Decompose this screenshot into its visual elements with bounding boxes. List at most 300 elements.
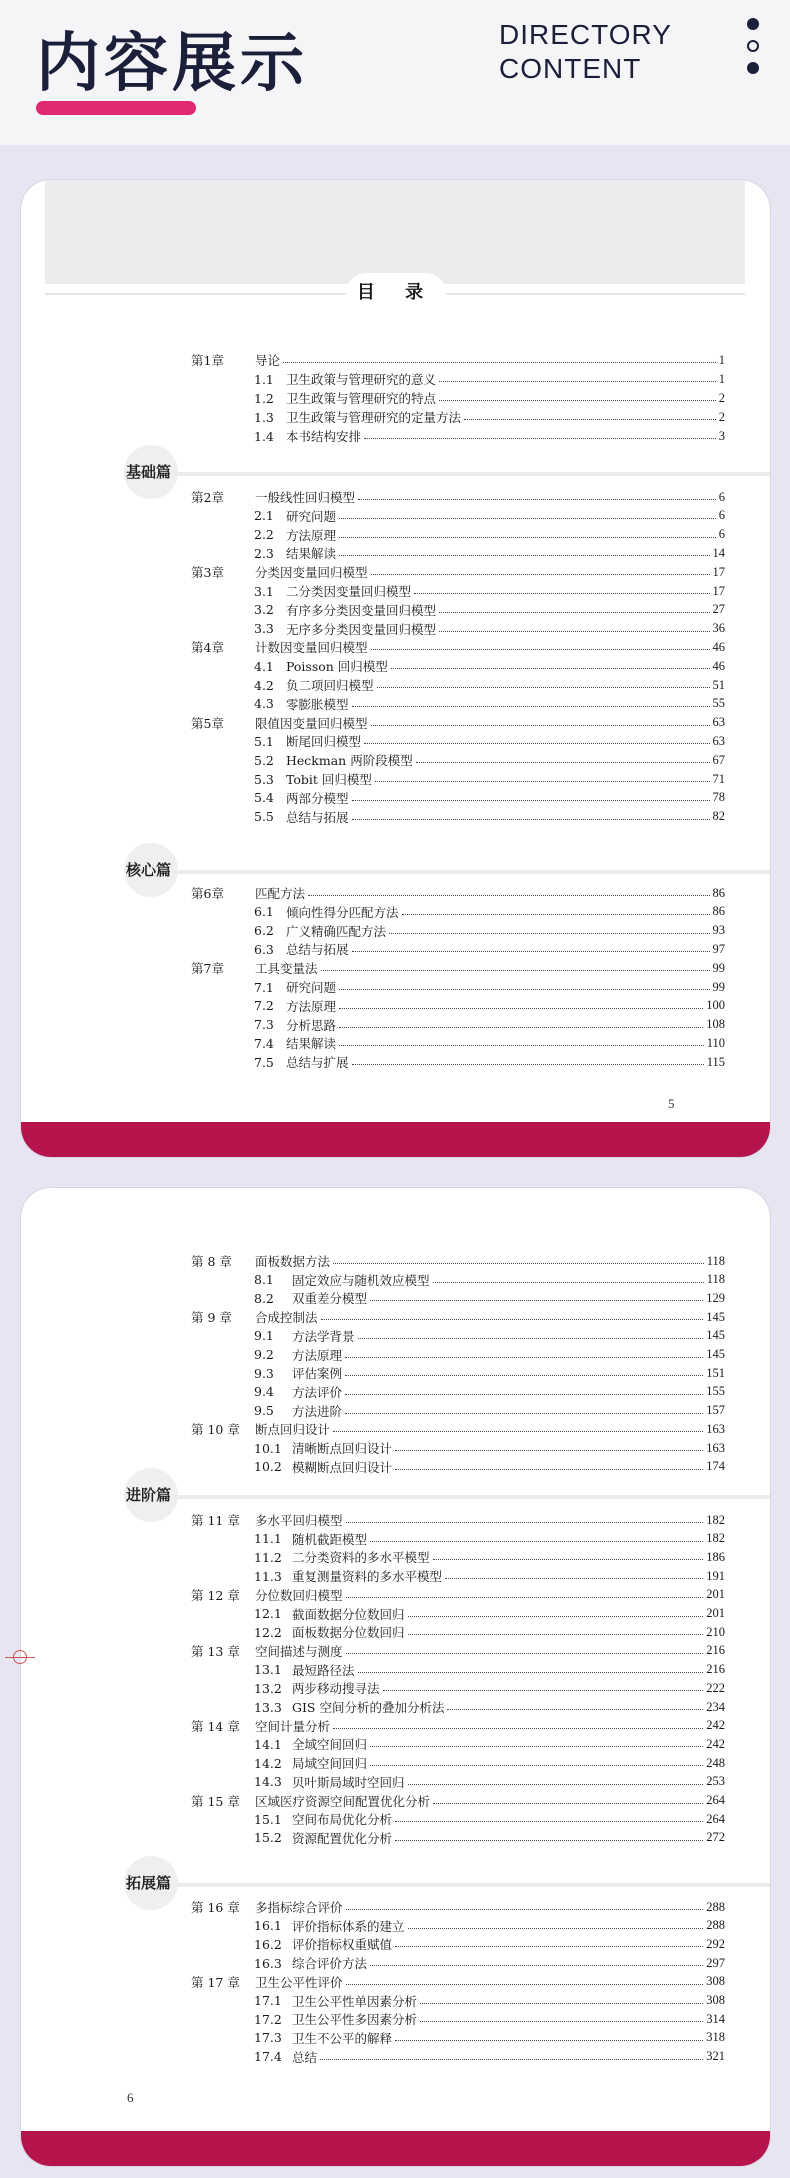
toc-entry-number: 7.1 — [254, 979, 274, 995]
toc-entry-number: 9.5 — [254, 1403, 274, 1419]
toc-entry-number: 17.1 — [254, 1993, 282, 2008]
toc-entry-number: 2.3 — [254, 545, 274, 561]
dot-leader — [395, 1821, 703, 1822]
toc-entry-title: 限值因变量回归模型 — [255, 715, 368, 731]
part-divider — [174, 1495, 770, 1499]
toc-entry-page: 14 — [712, 545, 725, 560]
toc-section-row — [254, 370, 725, 388]
toc-entry-number: 4.2 — [254, 677, 274, 693]
toc-entry-page: 110 — [706, 1035, 725, 1050]
dot-leader — [308, 895, 709, 896]
header-placeholder — [45, 180, 745, 284]
dot-leader — [358, 499, 716, 500]
toc-entry-number: 第 11 章 — [191, 1513, 240, 1528]
toc-entry-page: 292 — [706, 1936, 725, 1951]
toc-chapter-row — [191, 1586, 725, 1604]
toc-entry-title: 卫生公平性单因素分析 — [292, 1993, 418, 2009]
toc-section-row — [254, 507, 725, 525]
dot-leader — [352, 706, 710, 707]
toc-entry-title: 截面数据分位数回归 — [292, 1606, 405, 1622]
toc-entry-page: 36 — [712, 621, 725, 636]
dot-leader — [345, 1394, 703, 1395]
toc-section-row — [254, 389, 725, 407]
toc-entry-page: 253 — [706, 1774, 725, 1789]
dot-leader — [420, 2021, 703, 2022]
toc-entry-page: 191 — [706, 1568, 725, 1583]
toc-page-2 — [21, 1188, 770, 2166]
toc-section-row — [254, 1034, 725, 1052]
toc-entry-number: 7.5 — [254, 1054, 274, 1070]
subtitle-line-1: DIRECTORY — [499, 19, 672, 50]
toc-entry-page: 145 — [706, 1328, 725, 1343]
toc-entry-title: 空间布局优化分析 — [292, 1812, 393, 1828]
dot-leader — [339, 555, 709, 556]
dot-leader — [339, 989, 709, 990]
toc-entry-title: 总结与拓展 — [286, 942, 349, 958]
dot-leader — [358, 1672, 704, 1673]
toc-entry-title: 多水平回归模型 — [255, 1513, 343, 1528]
toc-entry-title: 评价指标体系的建立 — [292, 1918, 405, 1934]
toc-entry-page: 297 — [706, 1955, 725, 1970]
toc-entry-page: 163 — [706, 1421, 725, 1436]
toc-entry-number: 3.3 — [254, 621, 274, 637]
dot-leader — [445, 1578, 703, 1579]
toc-chapter-row — [191, 1717, 725, 1735]
toc-entry-page: 264 — [706, 1811, 725, 1826]
toc-entry-page: 67 — [712, 752, 725, 767]
toc-entry-page: 308 — [706, 1974, 725, 1989]
dot-leader — [352, 951, 710, 952]
part-label: 基础篇 — [126, 463, 172, 481]
toc-chapter-row — [191, 1898, 725, 1916]
dot-leader — [345, 1413, 703, 1414]
toc-entry-title: 空间计量分析 — [255, 1718, 331, 1734]
toc-entry-number: 12.1 — [254, 1606, 282, 1621]
toc-entry-page: 163 — [706, 1440, 725, 1455]
toc-entry-title: GIS 空间分析的叠加分析法 — [292, 1700, 445, 1715]
toc-section-row — [254, 695, 725, 713]
toc-entry-page: 6 — [718, 508, 725, 523]
toc-section-row — [254, 997, 725, 1015]
toc-entry-title: 无序多分类因变量回归模型 — [286, 621, 437, 637]
toc-section-row — [254, 408, 725, 426]
toc-entry-page: 100 — [706, 998, 725, 1013]
toc-entry-page: 99 — [712, 979, 725, 994]
dot-leader — [346, 1522, 704, 1523]
dot-leader — [339, 537, 716, 538]
toc-entry-number: 3.2 — [254, 602, 274, 618]
toc-section-row — [254, 1773, 725, 1791]
toc-entry-page: 118 — [706, 1253, 725, 1268]
toc-entry-page: 288 — [706, 1899, 725, 1914]
toc-heading: 目 录 — [346, 273, 446, 313]
toc-section-row — [254, 903, 725, 921]
dot-leader — [346, 1653, 704, 1654]
toc-entry-title: 卫生政策与管理研究的定量方法 — [286, 410, 462, 425]
toc-entry-title: 方法评价 — [292, 1384, 343, 1400]
toc-entry-page: 314 — [706, 2011, 725, 2026]
toc-entry-page: 6 — [718, 527, 725, 542]
toc-entry-page: 115 — [706, 1054, 725, 1069]
toc-section-row — [254, 1754, 725, 1772]
toc-section-row — [254, 676, 725, 694]
toc-entry-number: 第5章 — [191, 715, 224, 731]
toc-entry-number: 2.2 — [254, 527, 274, 543]
toc-entry-page: 288 — [706, 1918, 725, 1933]
toc-entry-page: 201 — [706, 1606, 725, 1620]
toc-section-row — [254, 808, 725, 826]
toc-entry-page: 186 — [706, 1549, 725, 1564]
toc-entry-number: 4.3 — [254, 696, 274, 712]
dot-leader — [408, 1634, 704, 1635]
toc-entry-title: 两部分模型 — [286, 790, 349, 806]
dot-leader — [395, 1946, 703, 1947]
toc-entry-number: 9.2 — [254, 1347, 274, 1362]
toc-entry-page: 318 — [706, 2030, 725, 2045]
toc-entry-title: 模糊断点回归设计 — [292, 1459, 393, 1475]
toc-section-row — [254, 1661, 725, 1679]
toc-entry-number: 14.2 — [254, 1755, 282, 1771]
dot-leader — [358, 1338, 704, 1339]
toc-entry-number: 第6章 — [191, 886, 224, 901]
toc-entry-title: 区域医疗资源空间配置优化分析 — [255, 1793, 431, 1809]
toc-entry-number: 第2章 — [191, 490, 224, 505]
toc-entry-title: 总结与扩展 — [286, 1055, 349, 1071]
toc-entry-page: 93 — [712, 923, 725, 938]
toc-section-row — [254, 940, 725, 958]
toc-entry-title: 最短路径法 — [292, 1662, 355, 1678]
toc-entry-number: 7.2 — [254, 998, 274, 1014]
toc-entry-page: 108 — [706, 1017, 725, 1032]
toc-section-row — [254, 601, 725, 619]
dot-leader — [395, 1840, 703, 1841]
toc-entry-title: 方法原理 — [286, 527, 337, 543]
toc-entry-page: 145 — [706, 1347, 725, 1361]
toc-entry-page: 17 — [712, 564, 725, 579]
dot-leader — [391, 668, 710, 669]
toc-entry-number: 1.1 — [254, 371, 274, 387]
toc-chapter-row — [191, 351, 725, 369]
toc-entry-page: 157 — [706, 1403, 725, 1418]
toc-entry-number: 第1章 — [191, 353, 224, 368]
toc-entry-title: Heckman 两阶段模型 — [286, 753, 413, 769]
dot-leader — [408, 1928, 704, 1929]
part-header-advanced — [124, 1468, 724, 1516]
toc-entry-page: 242 — [706, 1736, 725, 1751]
dot-leader — [371, 574, 710, 575]
toc-entry-page: 2 — [718, 409, 725, 424]
toc-entry-title: 全域空间回归 — [292, 1737, 368, 1753]
toc-entry-number: 3.1 — [254, 583, 274, 599]
toc-section-row — [254, 1605, 725, 1623]
part-label: 核心篇 — [126, 861, 172, 879]
dot-leader — [416, 762, 710, 763]
toc-entry-title: 二分类因变量回归模型 — [286, 584, 412, 599]
toc-entry-page: 99 — [712, 960, 725, 975]
toc-chapter-row — [191, 563, 725, 581]
toc-entry-page: 1 — [718, 371, 725, 386]
toc-entry-title: 分类因变量回归模型 — [255, 565, 368, 581]
toc-entry-title: 局域空间回归 — [292, 1756, 368, 1772]
toc-entry-title: 清晰断点回归设计 — [292, 1441, 393, 1456]
toc-entry-number: 11.1 — [254, 1531, 282, 1547]
toc-entry-title: 方法进阶 — [292, 1403, 343, 1419]
toc-entry-number: 12.2 — [254, 1624, 282, 1640]
toc-section-row — [254, 1530, 725, 1548]
toc-entry-page: 210 — [706, 1624, 725, 1639]
toc-entry-title: 计数因变量回归模型 — [255, 640, 368, 656]
toc-entry-number: 11.3 — [254, 1568, 282, 1584]
toc-section-row — [254, 582, 725, 600]
toc-chapter-row — [191, 1973, 725, 1991]
toc-chapter-row — [191, 1792, 725, 1810]
toc-entry-number: 15.2 — [254, 1830, 282, 1846]
toc-entry-title: 结果解读 — [286, 546, 337, 562]
toc-entry-page: 321 — [706, 2049, 725, 2064]
toc-entry-number: 13.2 — [254, 1680, 282, 1696]
dot-leader — [321, 1319, 704, 1320]
toc-entry-title: 评价指标权重赋值 — [292, 1937, 393, 1953]
toc-section-row — [254, 1383, 725, 1401]
toc-entry-number: 第3章 — [191, 565, 224, 581]
toc-entry-page: 234 — [706, 1699, 725, 1714]
card-footer-band — [21, 2131, 770, 2166]
toc-entry-title: 零膨胀模型 — [286, 696, 349, 712]
toc-entry-title: 分析思路 — [286, 1017, 337, 1033]
part-divider — [174, 1883, 770, 1887]
toc-entry-number: 第 9 章 — [191, 1310, 232, 1326]
toc-entry-title: 卫生公平性多因素分析 — [292, 2012, 418, 2028]
toc-entry-number: 17.4 — [254, 2049, 282, 2065]
part-divider — [174, 870, 770, 874]
toc-section-row — [254, 1917, 725, 1935]
toc-entry-title: 合成控制法 — [255, 1310, 318, 1326]
dot-leader — [333, 1431, 703, 1432]
toc-section-row — [254, 1053, 725, 1071]
toc-section-row — [254, 789, 725, 807]
toc-entry-page: 216 — [706, 1662, 725, 1677]
toc-entry-title: 一般线性回归模型 — [255, 490, 356, 505]
dot-icon-filled — [747, 18, 759, 30]
subtitle-line-2: CONTENT — [499, 53, 642, 84]
toc-entry-number: 第 15 章 — [191, 1793, 240, 1809]
dot-leader — [433, 1559, 704, 1560]
toc-entry-page: 82 — [712, 809, 725, 824]
toc-entry-number: 第 14 章 — [191, 1718, 240, 1734]
toc-section-row — [254, 751, 725, 769]
part-label: 拓展篇 — [126, 1874, 172, 1892]
toc-entry-title: 断点回归设计 — [255, 1422, 331, 1438]
toc-entry-page: 264 — [706, 1793, 725, 1807]
toc-chapter-row — [191, 638, 725, 656]
toc-section-row — [254, 1327, 725, 1345]
toc-entry-page: 71 — [712, 771, 725, 786]
toc-entry-page: 78 — [712, 790, 725, 805]
toc-entry-number: 第 17 章 — [191, 1974, 240, 1990]
toc-section-row — [254, 620, 725, 638]
toc-entry-title: 总结与拓展 — [286, 809, 349, 825]
toc-entry-page: 46 — [712, 639, 725, 654]
toc-section-row — [254, 1016, 725, 1034]
toc-section-row — [254, 544, 725, 562]
toc-entry-page: 63 — [712, 733, 725, 748]
dot-leader — [346, 1984, 704, 1985]
part-label: 进阶篇 — [126, 1486, 172, 1504]
title-underline-bar — [36, 101, 196, 115]
dot-leader — [408, 1616, 704, 1617]
toc-entry-page: 86 — [712, 904, 725, 919]
toc-entry-page: 46 — [712, 658, 725, 673]
toc-section-row — [254, 427, 725, 445]
toc-entry-title: 方法原理 — [292, 1347, 343, 1363]
toc-entry-number: 16.3 — [254, 1955, 282, 1971]
crosshair-icon — [5, 1648, 35, 1668]
toc-section-row — [254, 1829, 725, 1847]
dot-leader — [345, 1375, 703, 1376]
toc-section-row — [254, 2010, 725, 2028]
dot-leader — [370, 1746, 703, 1747]
dot-leader — [370, 1965, 703, 1966]
toc-entry-title: 有序多分类因变量回归模型 — [286, 602, 437, 618]
toc-entry-title: 导论 — [255, 353, 281, 368]
dot-leader — [395, 1450, 703, 1451]
toc-entry-page: 6 — [718, 489, 725, 504]
toc-entry-number: 16.1 — [254, 1918, 282, 1934]
page-number: 5 — [668, 1096, 675, 1111]
toc-entry-number: 6.2 — [254, 923, 274, 939]
toc-chapter-row — [191, 1420, 725, 1438]
toc-section-row — [254, 770, 725, 788]
toc-chapter-row — [191, 714, 725, 732]
dot-leader — [439, 381, 716, 382]
toc-entry-title: 研究问题 — [286, 508, 337, 524]
part-header-extension — [124, 1856, 724, 1904]
dot-leader — [383, 1690, 704, 1691]
dot-leader — [339, 1027, 703, 1028]
toc-entry-number: 第 8 章 — [191, 1254, 232, 1269]
toc-entry-page: 55 — [712, 696, 725, 711]
toc-entry-title: 卫生政策与管理研究的意义 — [286, 372, 437, 387]
toc-entry-number: 10.1 — [254, 1440, 282, 1456]
toc-section-row — [254, 1567, 725, 1585]
toc-entry-page: 272 — [706, 1830, 725, 1845]
toc-entry-number: 第4章 — [191, 640, 224, 656]
page-subtitle — [499, 18, 672, 86]
toc-entry-number: 16.2 — [254, 1936, 282, 1952]
toc-section-row — [254, 2048, 725, 2066]
dot-leader — [364, 743, 709, 744]
toc-entry-page: 151 — [706, 1365, 725, 1380]
toc-entry-number: 8.2 — [254, 1290, 274, 1306]
toc-entry-number: 11.2 — [254, 1549, 282, 1565]
dot-leader — [339, 1045, 704, 1046]
dot-leader — [439, 400, 716, 401]
dot-leader — [321, 970, 710, 971]
dot-icon-hollow — [747, 40, 759, 52]
dot-leader — [339, 1008, 703, 1009]
toc-entry-title: 方法原理 — [286, 998, 337, 1014]
toc-entry-title: 负二项回归模型 — [286, 678, 374, 693]
toc-entry-title: 总结 — [292, 2049, 318, 2065]
toc-entry-title: Tobit 回归模型 — [286, 772, 372, 787]
pagination-dots — [745, 18, 761, 84]
toc-section-row — [254, 1935, 725, 1953]
toc-entry-title: 评估案例 — [292, 1366, 343, 1382]
toc-entry-title: 本书结构安排 — [286, 429, 362, 444]
toc-entry-title: 二分类资料的多水平模型 — [292, 1550, 430, 1566]
toc-section-row — [254, 1735, 725, 1753]
dot-leader — [370, 1541, 703, 1542]
toc-entry-title: 空间描述与测度 — [255, 1643, 343, 1659]
dot-leader — [433, 1803, 703, 1804]
toc-entry-page: 201 — [706, 1587, 725, 1602]
toc-section-row — [254, 1679, 725, 1697]
page-header — [0, 0, 790, 145]
toc-entry-number: 第 12 章 — [191, 1587, 240, 1603]
toc-entry-title: 断尾回归模型 — [286, 734, 362, 750]
toc-section-row — [254, 1698, 725, 1716]
toc-entry-title: 卫生不公平的解释 — [292, 2030, 393, 2046]
toc-section-row — [254, 732, 725, 750]
toc-section-row — [254, 1402, 725, 1420]
toc-entry-number: 6.3 — [254, 941, 274, 957]
toc-section-row — [254, 657, 725, 675]
toc-entry-title: 广义精确匹配方法 — [286, 923, 387, 939]
toc-entry-number: 15.1 — [254, 1811, 282, 1827]
dot-leader — [402, 914, 710, 915]
toc-entry-number: 10.2 — [254, 1459, 282, 1475]
toc-entry-title: 重复测量资料的多水平模型 — [292, 1569, 443, 1585]
toc-entry-page: 242 — [706, 1718, 725, 1733]
toc-section-row — [254, 922, 725, 940]
dot-leader — [439, 631, 709, 632]
toc-entry-title: 倾向性得分匹配方法 — [286, 904, 399, 920]
toc-entry-number: 13.3 — [254, 1699, 282, 1715]
toc-entry-page: 308 — [706, 1993, 725, 2007]
dot-leader — [333, 1728, 703, 1729]
toc-entry-number: 5.3 — [254, 771, 274, 787]
toc-entry-title: 工具变量法 — [255, 961, 318, 977]
toc-entry-title: 卫生政策与管理研究的特点 — [286, 391, 437, 406]
toc-page-1 — [21, 180, 770, 1157]
toc-entry-number: 9.4 — [254, 1384, 274, 1400]
toc-chapter-row — [191, 488, 725, 506]
toc-entry-number: 5.2 — [254, 752, 274, 768]
toc-entry-page: 129 — [706, 1290, 725, 1305]
toc-entry-title: 多指标综合评价 — [255, 1900, 343, 1915]
toc-entry-page: 17 — [712, 583, 725, 598]
toc-entry-page: 97 — [712, 941, 725, 956]
toc-entry-title: 综合评价方法 — [292, 1956, 368, 1972]
toc-entry-page: 86 — [712, 885, 725, 900]
toc-section-row — [254, 1810, 725, 1828]
toc-entry-title: 面板数据分位数回归 — [292, 1625, 405, 1641]
dot-leader — [364, 438, 716, 439]
dot-leader — [371, 725, 710, 726]
dot-leader — [346, 1597, 704, 1598]
toc-entry-number: 17.2 — [254, 2011, 282, 2027]
toc-section-row — [254, 1954, 725, 1972]
toc-entry-page: 174 — [706, 1459, 725, 1474]
toc-entry-page: 118 — [706, 1272, 725, 1287]
dot-leader — [439, 612, 709, 613]
toc-entry-number: 9.1 — [254, 1328, 274, 1344]
toc-entry-title: 方法学背景 — [292, 1328, 355, 1344]
dot-leader — [408, 1784, 704, 1785]
toc-entry-page: 27 — [712, 602, 725, 617]
dot-leader — [395, 2040, 703, 2041]
toc-chapter-row — [191, 959, 725, 977]
